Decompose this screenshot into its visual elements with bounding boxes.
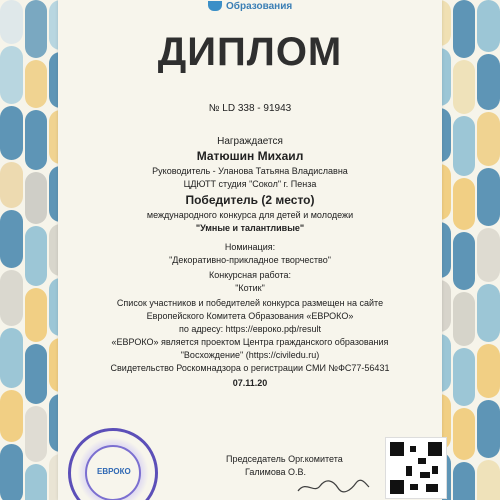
organization-line: ЦДЮТТ студия "Сокол" г. Пенза xyxy=(183,179,317,189)
logo-text: Образования xyxy=(226,0,293,12)
logo-icon xyxy=(208,1,222,11)
recipient-name: Матюшин Михаил xyxy=(196,149,304,163)
diploma-number: № LD 338 - 91943 xyxy=(208,103,292,114)
organization-seal xyxy=(68,428,158,500)
registry-line: Свидетельство Роскомнадзора о регистрации СМИ №ФС77-56431 xyxy=(110,363,390,373)
contest-name: "Умные и талантливые" xyxy=(195,223,305,233)
awarded-label: Награждается xyxy=(217,136,283,147)
work-value: "Котик" xyxy=(235,283,265,293)
diploma-date: 07.11.20 xyxy=(232,378,268,388)
info-line-4: «ЕВРОКО» является проектом Центра гражданского образования xyxy=(111,337,389,347)
info-line-5: "Восхождение" (https://civiledu.ru) xyxy=(180,350,320,360)
place-line: Победитель (2 место) xyxy=(185,193,315,207)
seal-text: ЕВРОКО xyxy=(97,467,131,476)
chair-name: Галимова О.В. xyxy=(245,467,307,477)
info-line-3: по адресу: https://евроко.рф/result xyxy=(179,324,321,334)
diploma-card xyxy=(58,0,442,500)
signature-icon xyxy=(296,476,371,496)
diploma-title: ДИПЛОМ xyxy=(157,30,343,74)
supervisor-line: Руководитель - Уланова Татьяна Владиславна xyxy=(152,166,348,176)
work-label: Конкурсная работа: xyxy=(208,270,291,280)
info-line-2: Европейского Комитета Образования «ЕВРОКО» xyxy=(146,311,354,321)
chair-label: Председатель Орг.комитета xyxy=(226,454,343,464)
header-logo xyxy=(208,0,292,14)
nomination-value: "Декоративно-прикладное творчество" xyxy=(169,255,331,265)
info-line-1: Список участников и победителей конкурса размещен на сайте xyxy=(116,298,384,308)
contest-line: международного конкурса для детей и молодежи xyxy=(146,210,354,220)
qr-code xyxy=(385,437,447,499)
nomination-label: Номинация: xyxy=(224,242,276,252)
